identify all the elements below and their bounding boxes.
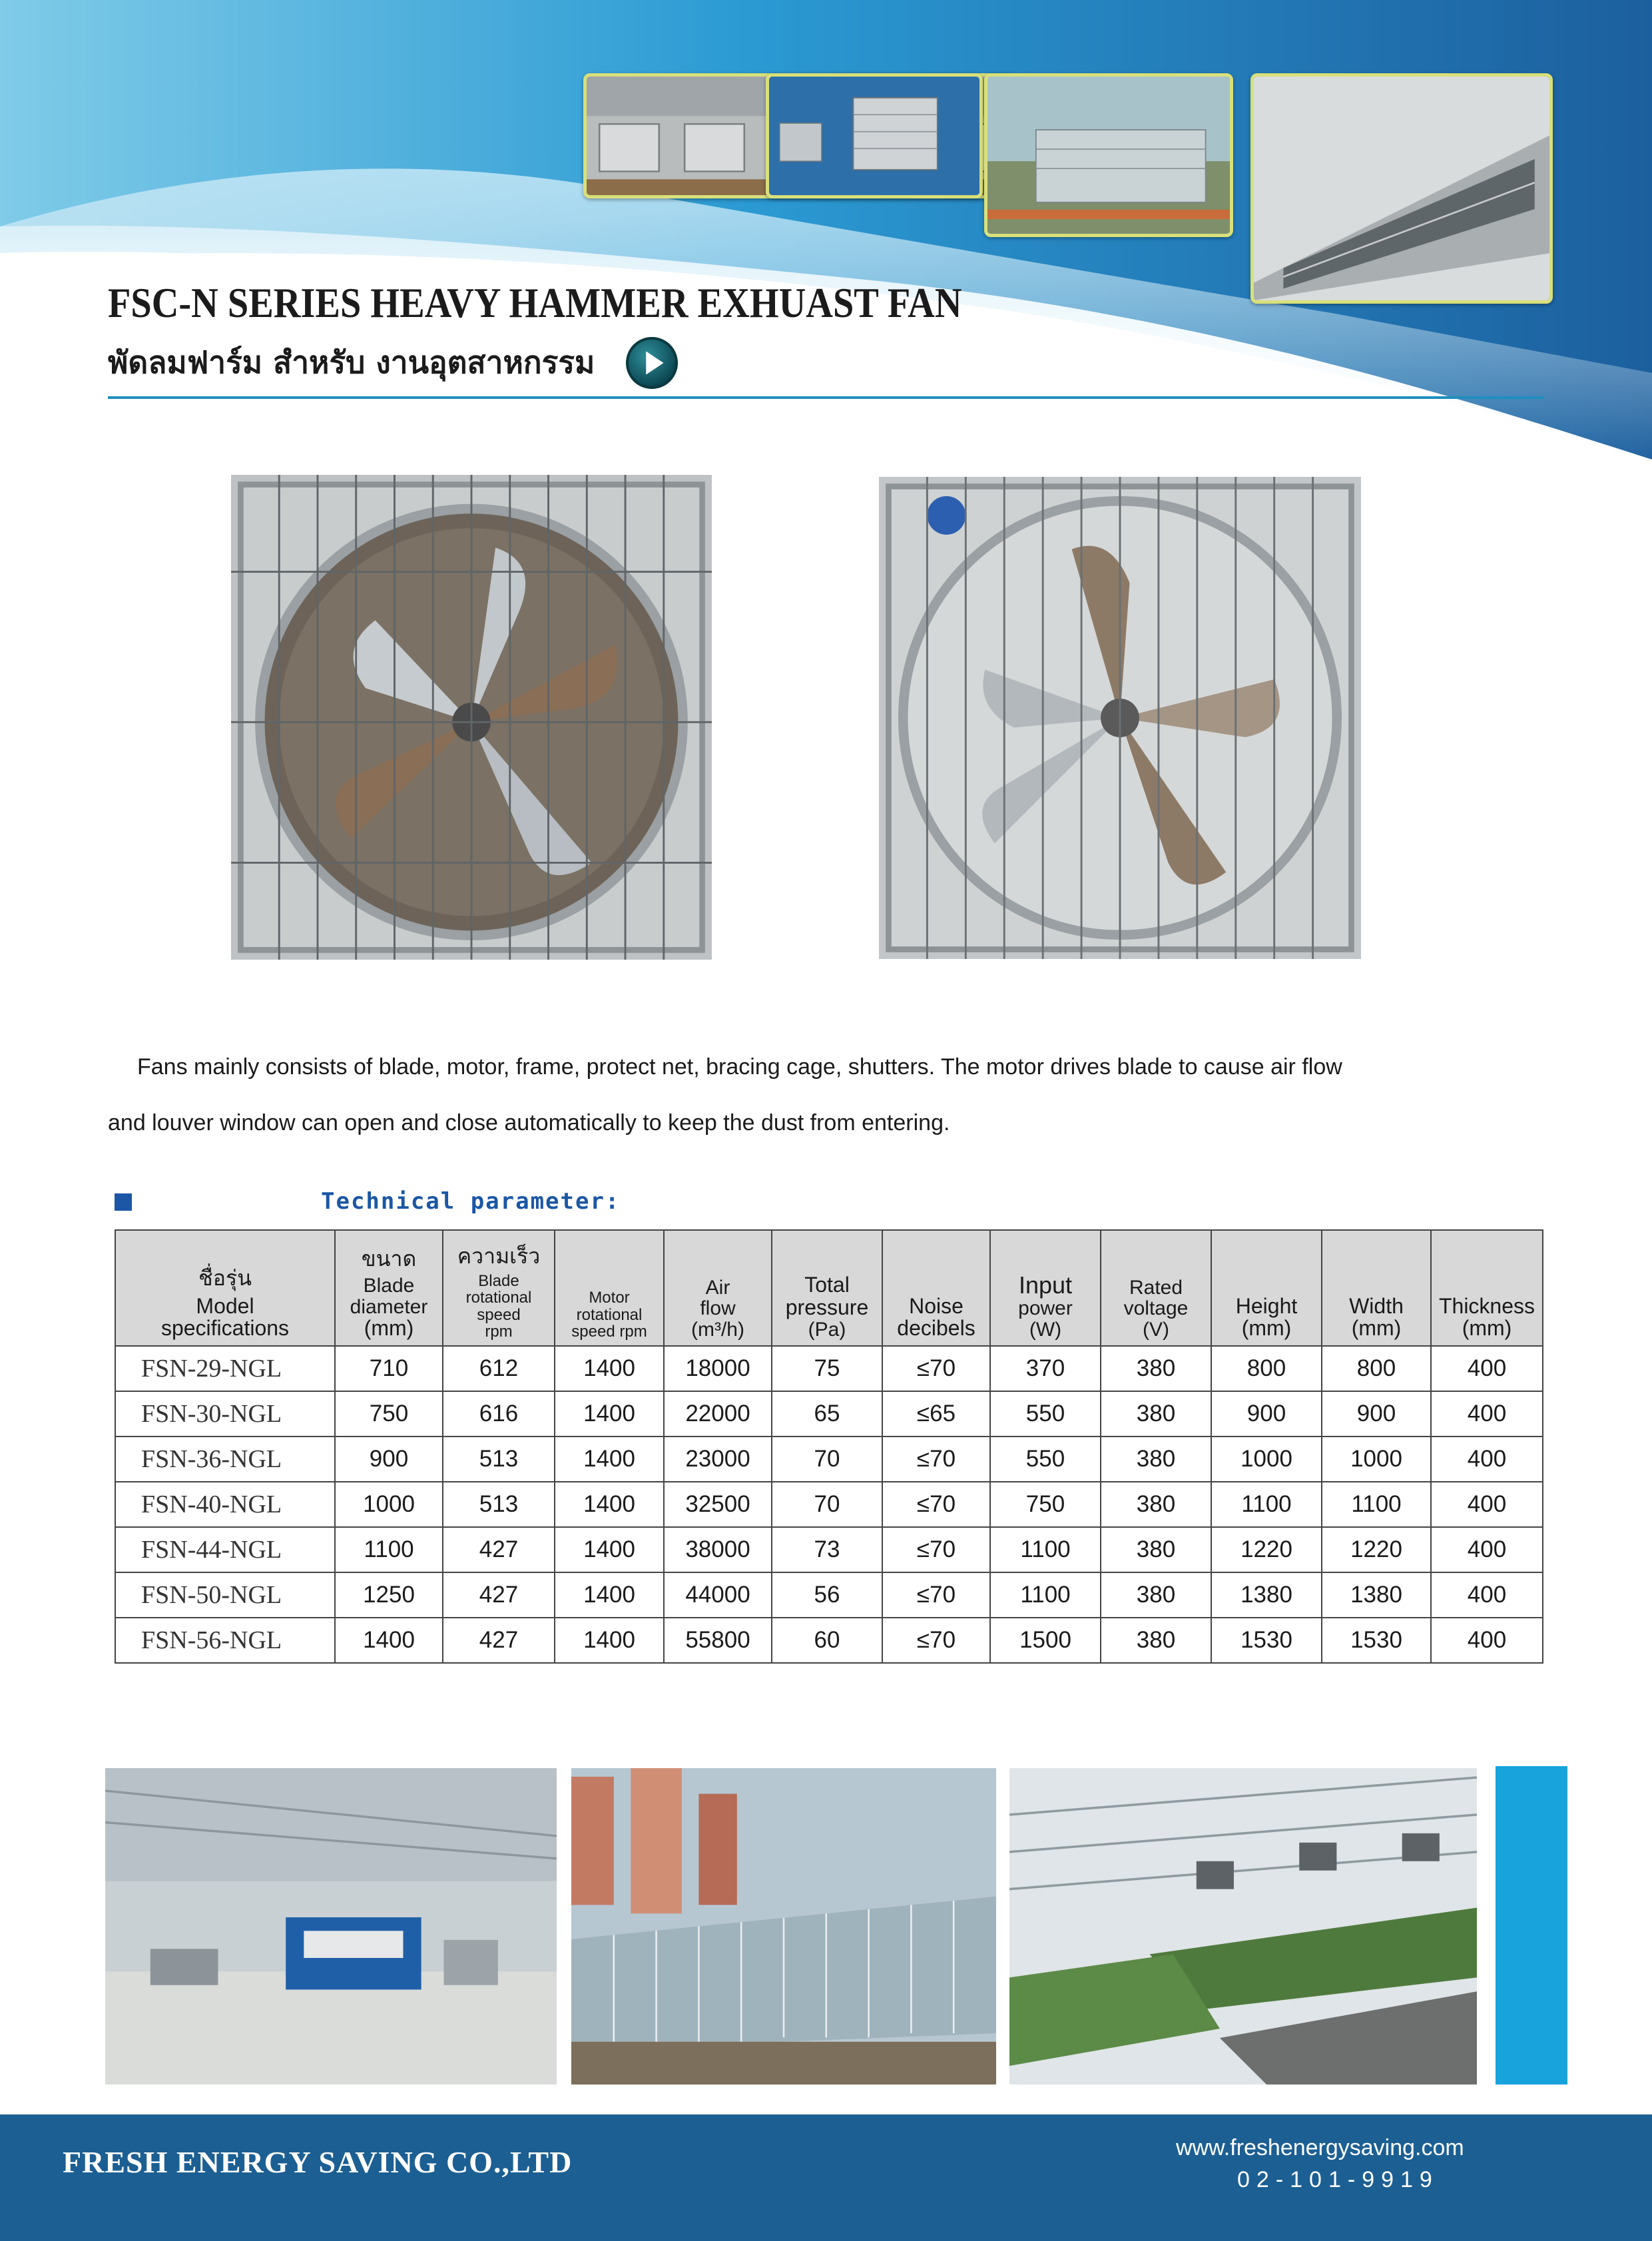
table-row [115,1482,1543,1527]
company-name: FRESH ENERGY SAVING CO.,LTD [63,2145,573,2179]
model-cell: FSN-30-NGL [115,1391,335,1437]
col-header-motor-speed: Motor rotational speed rpm [555,1230,664,1346]
table-cell: 1220 [1211,1527,1322,1572]
fan-photo-left [231,475,712,960]
table-row [115,1437,1543,1482]
table-cell: 38000 [664,1527,772,1572]
table-header-row [115,1230,1543,1346]
table-cell: 1400 [335,1618,443,1663]
table-cell: 1380 [1211,1572,1322,1618]
description-line-2: and louver window can open and close automatically to keep the dust from entering. [108,1110,950,1135]
page-subtitle-thai: พัดลมฟาร์ม สำหรับ งานอุตสาหกรรม [108,344,595,380]
table-cell: 1400 [555,1527,664,1572]
table-cell: 400 [1431,1482,1543,1527]
table-cell: 400 [1431,1391,1543,1437]
table-cell: 60 [772,1618,882,1663]
col-header-thickness: Thickness (mm) [1431,1230,1543,1346]
table-cell: 1400 [555,1482,664,1527]
title-divider [108,396,1543,399]
table-cell: 380 [1101,1572,1211,1618]
model-cell: FSN-40-NGL [115,1482,335,1527]
col-header-total-pressure: Total pressure (Pa) [772,1230,882,1346]
spec-table [115,1229,1543,1664]
col-header-input-power: Input power (W) [990,1230,1101,1346]
website-link[interactable]: www.freshenergysaving.com [1176,2135,1464,2160]
table-cell: 1400 [555,1618,664,1663]
table-cell: ≤70 [882,1346,990,1391]
model-cell: FSN-36-NGL [115,1437,335,1482]
table-cell: 550 [990,1391,1101,1437]
model-cell: FSN-56-NGL [115,1618,335,1663]
table-cell: 612 [443,1346,555,1391]
table-row [115,1346,1543,1391]
table-cell: ≤70 [882,1527,990,1572]
table-cell: 750 [335,1391,443,1437]
table-cell: 710 [335,1346,443,1391]
col-header-height: Height (mm) [1211,1230,1322,1346]
table-cell: 380 [1101,1482,1211,1527]
table-cell: 427 [443,1572,555,1618]
table-cell: 427 [443,1527,555,1572]
table-cell: 1220 [1322,1527,1431,1572]
play-icon[interactable] [626,337,678,389]
table-cell: 550 [990,1437,1101,1482]
table-cell: 1530 [1322,1618,1431,1663]
table-cell: 1400 [555,1391,664,1437]
table-cell: 380 [1101,1527,1211,1572]
table-cell: 1250 [335,1572,443,1618]
table-cell: 32500 [664,1482,772,1527]
table-cell: 616 [443,1391,555,1437]
table-cell: 1380 [1322,1572,1431,1618]
header-photo-factory [1250,73,1553,304]
table-cell: 1000 [1322,1437,1431,1482]
model-cell: FSN-50-NGL [115,1572,335,1618]
table-cell: 513 [443,1437,555,1482]
table-cell: 1100 [1322,1482,1431,1527]
table-cell: 1100 [1211,1482,1322,1527]
table-cell: 900 [1211,1391,1322,1437]
header-photo-blue-wall [766,73,983,198]
table-cell: 513 [443,1482,555,1527]
table-cell: 900 [1322,1391,1431,1437]
table-cell: 427 [443,1618,555,1663]
table-cell: 70 [772,1482,882,1527]
table-cell: 380 [1101,1391,1211,1437]
table-cell: 23000 [664,1437,772,1482]
table-cell: ≤70 [882,1618,990,1663]
table-cell: 370 [990,1346,1101,1391]
table-cell: 55800 [664,1618,772,1663]
side-accent-bar [1496,1766,1567,2084]
table-cell: 400 [1431,1618,1543,1663]
table-cell: 1500 [990,1618,1101,1663]
col-header-width: Width (mm) [1322,1230,1431,1346]
table-cell: 800 [1211,1346,1322,1391]
bottom-photo-factory-floor [105,1768,557,2084]
header-photo-greenhouse [984,73,1233,237]
col-header-rated-voltage: Rated voltage (V) [1101,1230,1211,1346]
table-cell: ≤70 [882,1572,990,1618]
description-line-1: Fans mainly consists of blade, motor, frame, protect net, bracing cage, shutters. The motor drives blade to cause air flow [137,1054,1342,1080]
table-cell: 1400 [555,1572,664,1618]
technical-parameter-heading: Technical parameter: [321,1188,621,1215]
table-cell: 380 [1101,1346,1211,1391]
col-header-model: ชื่อรุ่น Model specifications [115,1230,335,1346]
table-cell: 1100 [990,1572,1101,1618]
table-cell: 900 [335,1437,443,1482]
table-cell: 400 [1431,1346,1543,1391]
table-cell: 18000 [664,1346,772,1391]
col-header-blade-diameter: ขนาด Blade diameter (mm) [335,1230,443,1346]
table-row [115,1527,1543,1572]
bottom-photo-glass-greenhouse [571,1768,996,2084]
table-cell: ≤65 [882,1391,990,1437]
table-cell: 1000 [1211,1437,1322,1482]
table-cell: 400 [1431,1437,1543,1482]
table-cell: 1400 [555,1346,664,1391]
table-cell: 1000 [335,1482,443,1527]
table-cell: 400 [1431,1527,1543,1572]
col-header-blade-speed: ความเร็ว Blade rotational speed rpm [443,1230,555,1346]
product-description [108,1039,1546,1151]
fan-photo-right [879,477,1361,959]
table-cell: 22000 [664,1391,772,1437]
table-cell: ≤70 [882,1437,990,1482]
table-cell: 44000 [664,1572,772,1618]
model-cell: FSN-44-NGL [115,1527,335,1572]
table-cell: 56 [772,1572,882,1618]
table-cell: 73 [772,1527,882,1572]
table-cell: 380 [1101,1618,1211,1663]
table-cell: 1100 [335,1527,443,1572]
table-row [115,1391,1543,1437]
col-header-air-flow: Air flow (m³/h) [664,1230,772,1346]
table-cell: 75 [772,1346,882,1391]
table-row [115,1572,1543,1618]
table-cell: 800 [1322,1346,1431,1391]
table-cell: 750 [990,1482,1101,1527]
bottom-photo-greenhouse-interior [1009,1768,1477,2084]
table-cell: 1100 [990,1527,1101,1572]
table-cell: 65 [772,1391,882,1437]
table-cell: 400 [1431,1572,1543,1618]
table-cell: 70 [772,1437,882,1482]
bullet-square-icon [115,1193,132,1211]
model-cell: FSN-29-NGL [115,1346,335,1391]
table-row [115,1618,1543,1663]
table-cell: ≤70 [882,1482,990,1527]
page-title: FSC-N SERIES HEAVY HAMMER EXHUAST FAN [108,279,962,326]
table-cell: 1400 [555,1437,664,1482]
table-cell: 380 [1101,1437,1211,1482]
phone-number: 02-101-9919 [1237,2167,1439,2192]
table-cell: 1530 [1211,1618,1322,1663]
col-header-noise: Noise decibels [882,1230,990,1346]
